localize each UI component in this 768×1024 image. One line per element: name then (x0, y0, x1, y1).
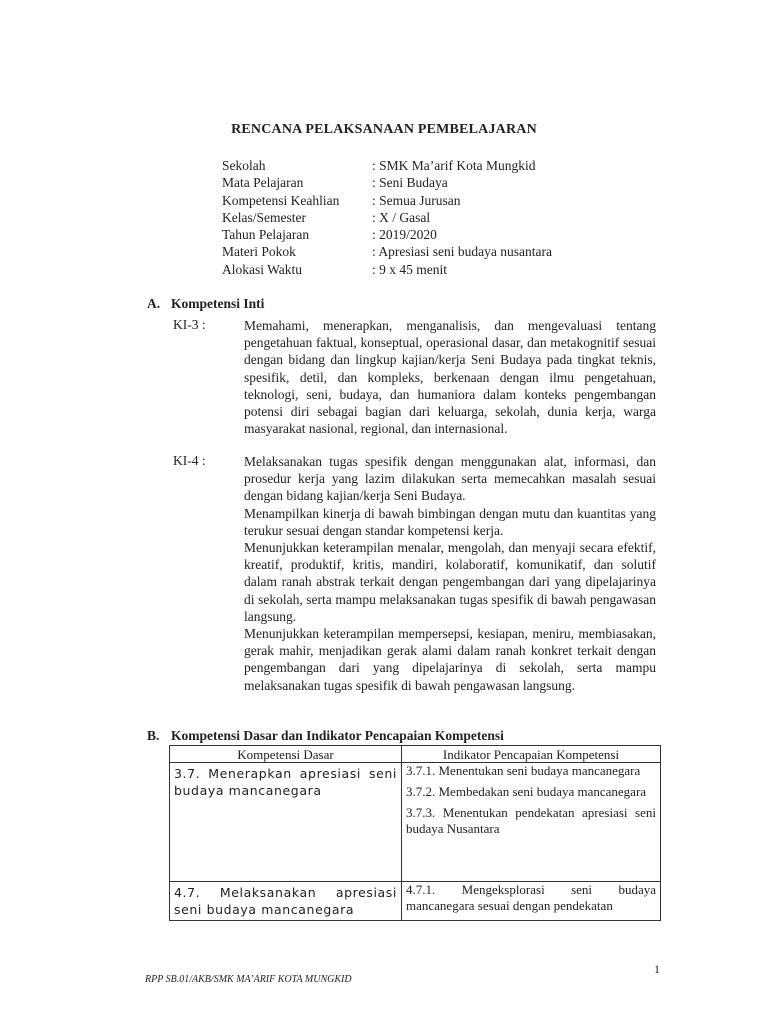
page-number: 1 (654, 962, 660, 976)
info-row-kelas-semester (222, 209, 552, 226)
info-row-kompetensi-keahlian (222, 192, 552, 209)
info-row-sekolah (222, 157, 552, 174)
ipk-item: 3.7.1. Menentukan seni budaya mancanegara (406, 763, 641, 778)
ki4-text (244, 453, 656, 694)
identity-block (222, 157, 552, 278)
info-label: Materi Pokok (222, 244, 296, 260)
info-row-mata-pelajaran (222, 174, 552, 191)
info-value: : 2019/2020 (372, 227, 437, 243)
footer-text: RPP SB.01/AKB/SMK MA’ARIF KOTA MUNGKID (145, 974, 352, 985)
info-value: : 9 x 45 menit (372, 261, 447, 277)
table-header-row (170, 746, 661, 763)
info-value: : Seni Budaya (372, 175, 448, 191)
competency-table (169, 745, 661, 921)
info-value: : Semua Jurusan (372, 192, 461, 208)
ki4-paragraph: Menunjukkan keterampilan menalar, mengolah, dan menyaji secara efektif, kreatif, produktif, kritis, mandiri, kolaboratif, komunikatif, dan solutif dalam ranah abstrak terkait dengan pengembangan dari yang dipelajarinya di sekolah, serta mampu melaksanakan tugas spesifik di bawah pengawasan langsung. (244, 540, 656, 624)
info-label: Tahun Pelajaran (222, 227, 310, 243)
section-letter: A. (147, 296, 161, 311)
ipk-item: 4.7.1. Mengeksplorasi seni budaya mancanegara sesuai dengan pendekatan (406, 882, 656, 913)
info-label: Sekolah (222, 158, 266, 173)
kd-cell: 4.7. Melaksanakan apresiasi seni budaya mancanegara (170, 882, 402, 921)
ipk-cell (402, 882, 661, 921)
info-row-materi-pokok (222, 243, 552, 260)
section-title: Kompetensi Dasar dan Indikator Pencapaian Kompetensi (171, 728, 504, 743)
section-a-heading (147, 296, 264, 312)
section-title: Kompetensi Inti (171, 296, 265, 311)
ipk-item: 3.7.2. Membedakan seni budaya mancanegara (406, 784, 647, 799)
ki4-paragraph: Menampilkan kinerja di bawah bimbingan dengan mutu dan kuantitas yang terukur sesuai dengan standar kompetensi kerja. (244, 505, 656, 538)
column-header: Kompetensi Dasar (170, 746, 402, 763)
info-value: : Apresiasi seni budaya nusantara (372, 244, 552, 260)
ki3-text (244, 317, 656, 437)
document-title: RENCANA PELAKSANAAN PEMBELAJARAN (231, 122, 537, 137)
ipk-cell (402, 763, 661, 882)
ki4-paragraph: Melaksanakan tugas spesifik dengan menggunakan alat, informasi, dan prosedur kerja yang lazim dilakukan serta memecahkan masalah sesuai dengan bidang kajian/kerja Seni Budaya. (244, 454, 656, 504)
ki3-paragraph: Memahami, menerapkan, menganalisis, dan mengevaluasi tentang pengetahuan faktual, konseptual, operasional dasar, dan metakognitif sesuai dengan bidang dan lingkup kajian/kerja Seni Budaya pada tingkat teknis, spesifik, detil, dan kompleks, berkenaan dengan ilmu pengetahuan, teknologi, seni, budaya, dan humaniora dalam konteks pengembangan potensi diri sebagai bagian dari keluarga, sekolah, dunia kerja, warga masyarakat nasional, regional, dan internasional. (244, 318, 656, 437)
table-row (170, 763, 661, 882)
info-label: Kelas/Semester (222, 209, 306, 225)
info-value: : X / Gasal (372, 209, 431, 225)
table-row (170, 882, 661, 921)
kd-cell: 3.7. Menerapkan apresiasi seni budaya mancanegara (170, 763, 402, 882)
info-value: : SMK Ma’arif Kota Mungkid (372, 158, 536, 173)
section-b-heading (147, 728, 504, 744)
info-label: Mata Pelajaran (222, 175, 304, 191)
info-label: Kompetensi Keahlian (222, 192, 340, 208)
column-header: Indikator Pencapaian Kompetensi (402, 746, 661, 763)
ki4-paragraph: Menunjukkan keterampilan mempersepsi, kesiapan, meniru, membiasakan, gerak mahir, menjadikan gerak alami dalam ranah konkret terkait dengan pengembangan dari yang dipelajarinya di sekolah, serta mampu melaksanakan tugas spesifik di bawah pengawasan langsung. (244, 626, 656, 693)
section-letter: B. (147, 728, 160, 743)
ipk-item: 3.7.3. Menentukan pendekatan apresiasi seni budaya Nusantara (406, 805, 656, 836)
ki3-label: KI-3 : (173, 317, 206, 332)
info-label: Alokasi Waktu (222, 261, 303, 277)
ki4-label: KI-4 : (173, 453, 206, 468)
info-row-alokasi-waktu (222, 261, 552, 278)
info-row-tahun-pelajaran (222, 226, 552, 243)
